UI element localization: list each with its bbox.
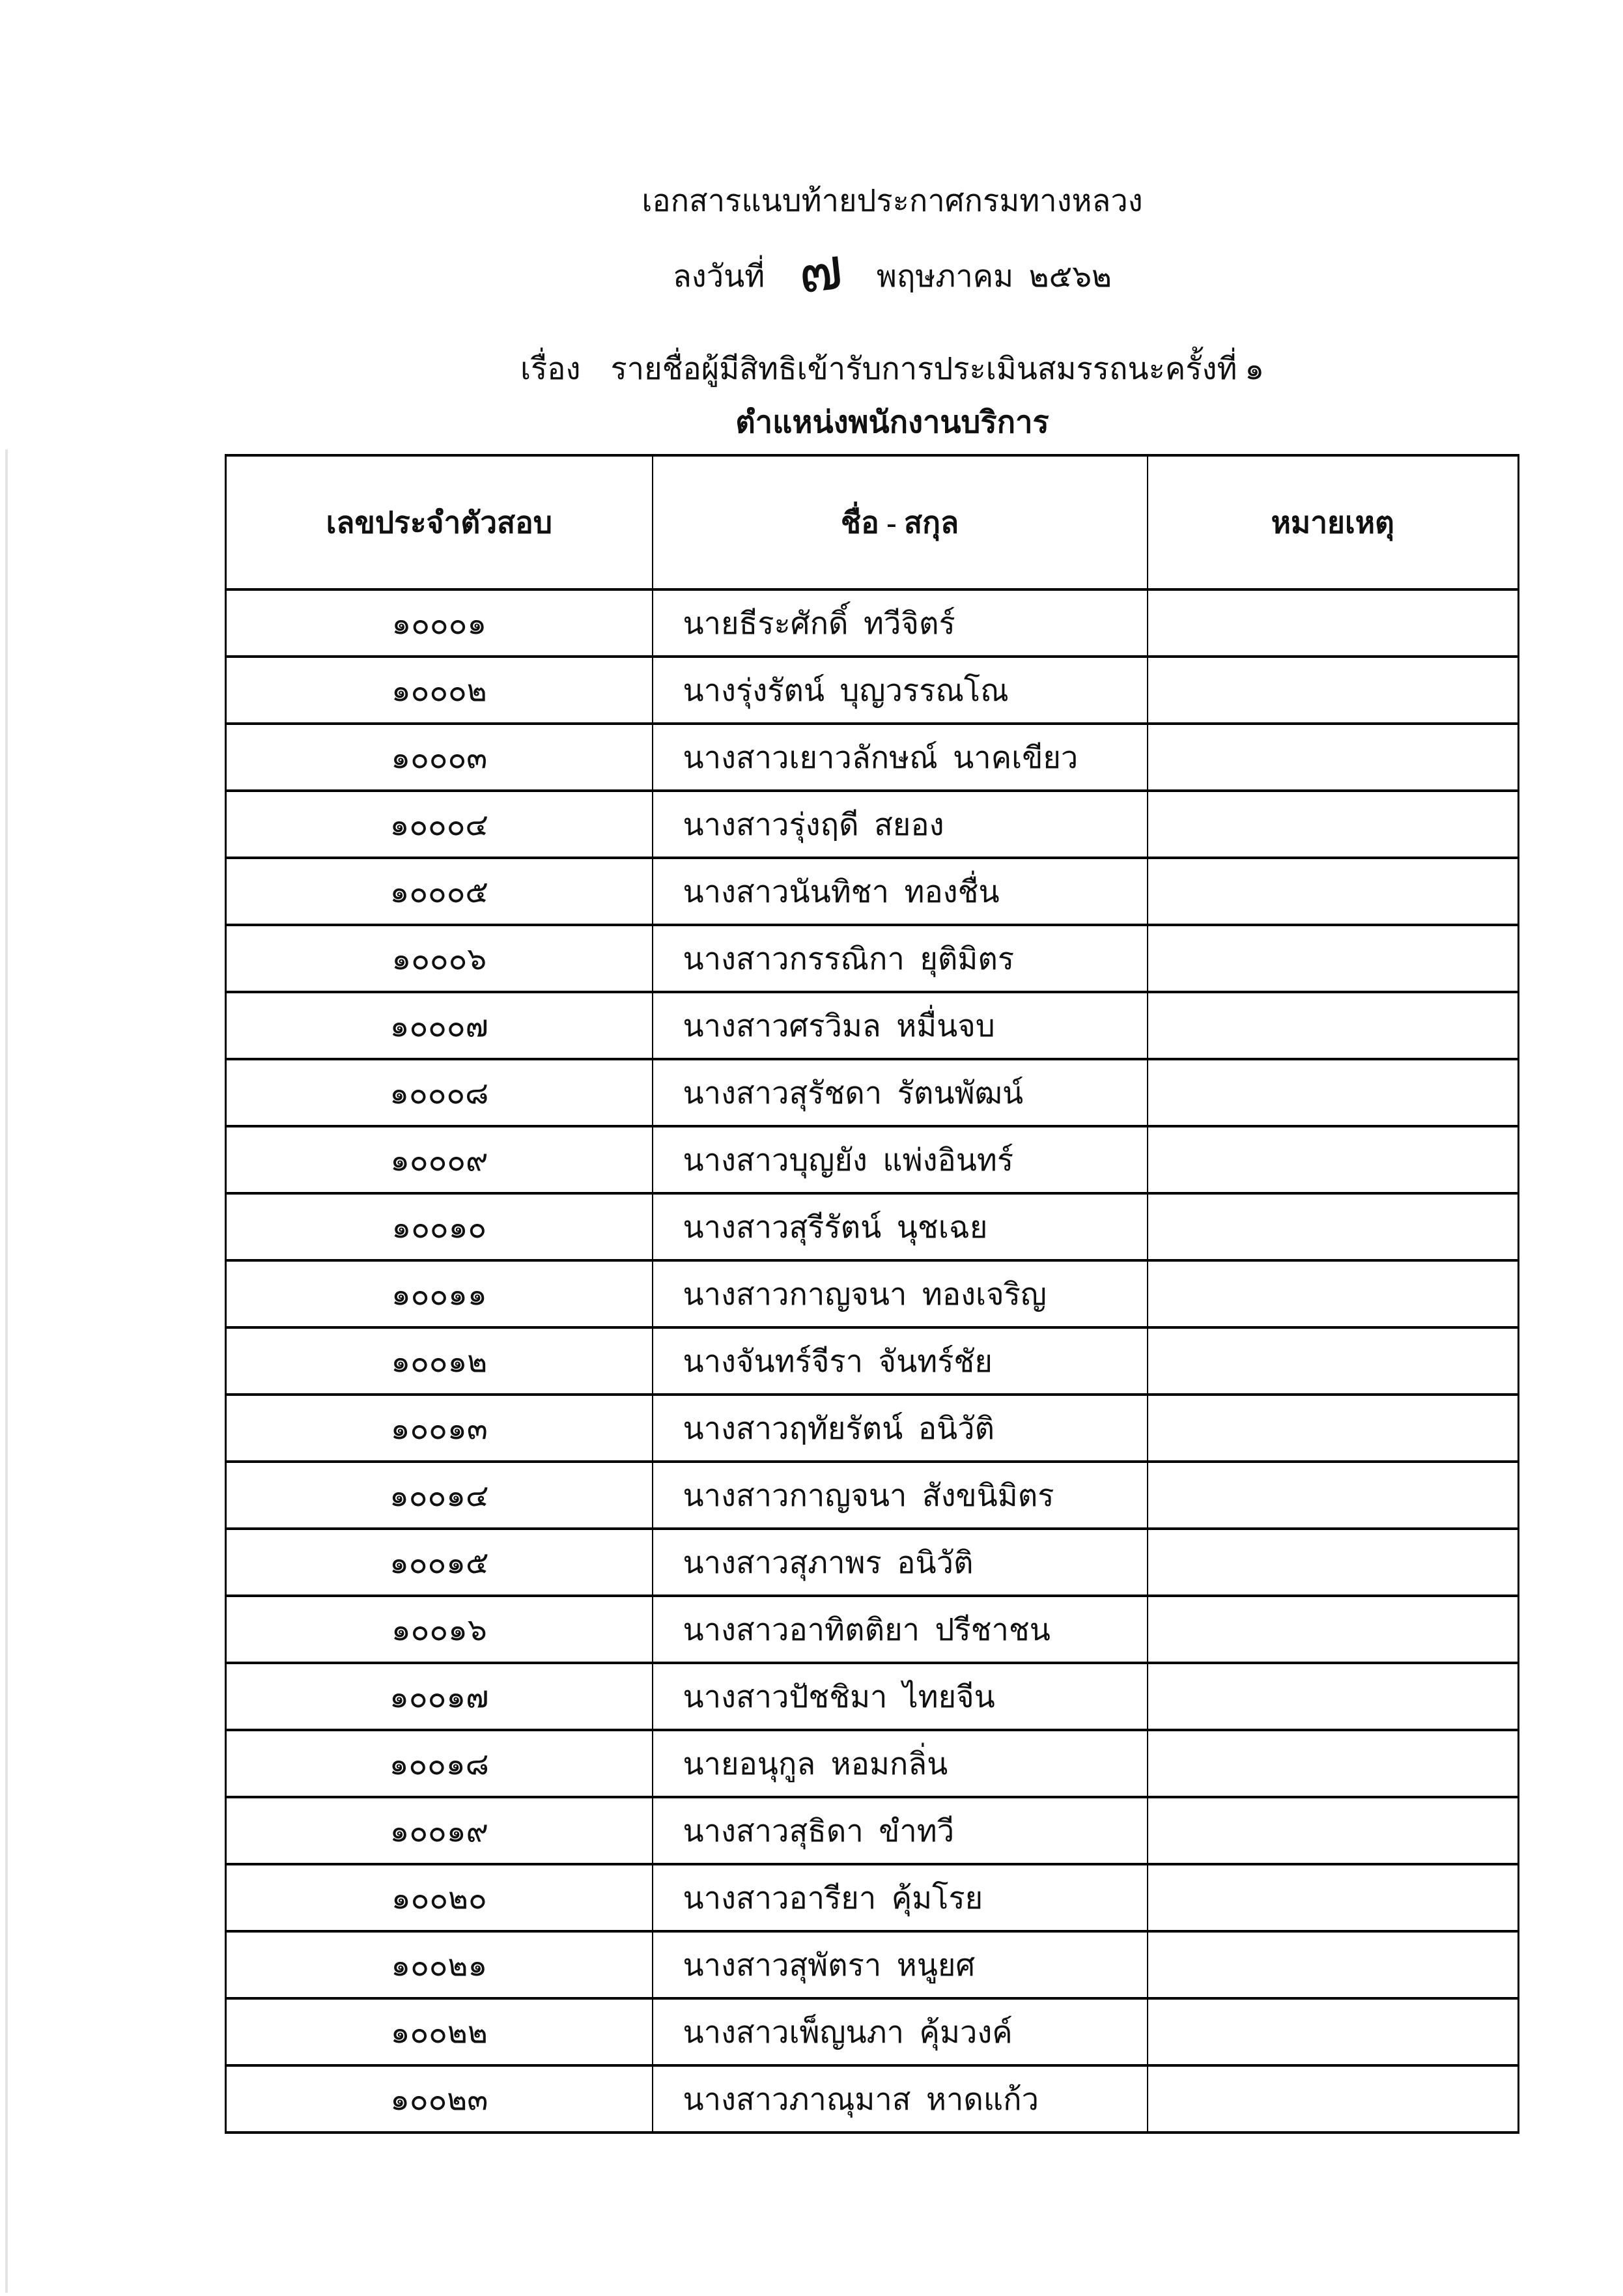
cell-exam-id: ๑๐๐๑๖ [226,1596,653,1663]
cell-note [1148,925,1519,992]
table-body [226,589,1519,2133]
cell-name: นางสาวสุรัชดา รัตนพัฒน์ [653,1059,1148,1126]
cell-note [1148,1126,1519,1193]
cell-name: นางสาวปัชชิมา ไทยจีน [653,1663,1148,1730]
table-row [226,1864,1519,1931]
cell-note [1148,657,1519,724]
cell-note [1148,1596,1519,1663]
cell-exam-id: ๑๐๐๑๘ [226,1730,653,1797]
table-row [226,791,1519,858]
cell-name: นายอนุกูล หอมกลิ่น [653,1730,1148,1797]
candidates-table [225,454,1519,2134]
cell-note [1148,1663,1519,1730]
cell-name: นางสาวฤทัยรัตน์ อนิวัติ [653,1395,1148,1462]
cell-note [1148,1193,1519,1260]
cell-exam-id: ๑๐๐๑๑ [226,1260,653,1327]
table-row [226,1059,1519,1126]
cell-name: นางสาวนันทิชา ทองชื่น [653,858,1148,925]
cell-note [1148,1931,1519,1998]
cell-exam-id: ๑๐๐๒๑ [226,1931,653,1998]
column-header-exam-id: เลขประจำตัวสอบ [226,455,653,589]
cell-note [1148,589,1519,657]
cell-note [1148,724,1519,791]
cell-name: นางจันทร์จีรา จันทร์ชัย [653,1327,1148,1395]
date-month-year: พฤษภาคม ๒๕๖๒ [876,260,1112,294]
cell-exam-id: ๑๐๐๒๒ [226,1998,653,2065]
cell-name: นางสาวเพ็ญนภา คุ้มวงค์ [653,1998,1148,2065]
cell-exam-id: ๑๐๐๐๖ [226,925,653,992]
cell-note [1148,1059,1519,1126]
cell-name: นางสาวอารียา คุ้มโรย [653,1864,1148,1931]
table-row [226,1663,1519,1730]
subject-label: เรื่อง [520,352,581,386]
table-row [226,1193,1519,1260]
cell-exam-id: ๑๐๐๑๗ [226,1663,653,1730]
cell-note [1148,1395,1519,1462]
table-row [226,1797,1519,1864]
position-line: ตำแหน่งพนักงานบริการ [735,406,1049,440]
cell-name: นางรุ่งรัตน์ บุญวรรณโณ [653,657,1148,724]
cell-exam-id: ๑๐๐๑๒ [226,1327,653,1395]
table-row [226,992,1519,1059]
cell-note [1148,1797,1519,1864]
cell-exam-id: ๑๐๐๑๐ [226,1193,653,1260]
cell-name: นางสาวกรรณิกา ยุติมิตร [653,925,1148,992]
date-line [0,236,1623,306]
handwritten-day-numeral: ๗ [795,236,846,306]
cell-exam-id: ๑๐๐๐๗ [226,992,653,1059]
table-row [226,1529,1519,1596]
cell-note [1148,1730,1519,1797]
cell-name: นางสาวอาทิตติยา ปรีชาชน [653,1596,1148,1663]
table-row [226,724,1519,791]
table-header-row [226,455,1519,589]
table-row [226,1730,1519,1797]
cell-exam-id: ๑๐๐๑๓ [226,1395,653,1462]
table-row [226,1998,1519,2065]
cell-note [1148,992,1519,1059]
cell-name: นางสาวศรวิมล หมื่นจบ [653,992,1148,1059]
table-row [226,589,1519,657]
table-row [226,1126,1519,1193]
column-header-note: หมายเหตุ [1148,455,1519,589]
table-row [226,657,1519,724]
cell-note [1148,1998,1519,2065]
cell-name: นายธีระศักดิ์ ทวีจิตร์ [653,589,1148,657]
table-row [226,858,1519,925]
table-row [226,1327,1519,1395]
cell-name: นางสาวกาญจนา สังขนิมิตร [653,1462,1148,1529]
table-row [226,1395,1519,1462]
cell-name: นางสาวสุพัตรา หนูยศ [653,1931,1148,1998]
cell-exam-id: ๑๐๐๑๙ [226,1797,653,1864]
cell-note [1148,791,1519,858]
cell-note [1148,1260,1519,1327]
table-row [226,1931,1519,1998]
cell-name: นางสาวกาญจนา ทองเจริญ [653,1260,1148,1327]
cell-note [1148,1462,1519,1529]
cell-exam-id: ๑๐๐๒๐ [226,1864,653,1931]
cell-exam-id: ๑๐๐๑๔ [226,1462,653,1529]
cell-exam-id: ๑๐๐๐๙ [226,1126,653,1193]
cell-name: นางสาวสุธิดา ขำทวี [653,1797,1148,1864]
scan-artifact-line [5,449,8,2293]
cell-exam-id: ๑๐๐๐๑ [226,589,653,657]
date-prefix: ลงวันที่ [672,260,765,294]
cell-name: นางสาวสุภาพร อนิวัติ [653,1529,1148,1596]
cell-name: นางสาวเยาวลักษณ์ นาคเขียว [653,724,1148,791]
cell-note [1148,858,1519,925]
column-header-name: ชื่อ - สกุล [653,455,1148,589]
table-row [226,925,1519,992]
document-title: เอกสารแนบท้ายประกาศกรมทางหลวง [642,184,1143,218]
cell-exam-id: ๑๐๐๐๘ [226,1059,653,1126]
cell-name: นางสาวบุญยัง แพ่งอินทร์ [653,1126,1148,1193]
cell-exam-id: ๑๐๐๑๕ [226,1529,653,1596]
cell-note [1148,1864,1519,1931]
cell-note [1148,1529,1519,1596]
cell-name: นางสาวสุรีรัตน์ นุชเฉย [653,1193,1148,1260]
cell-exam-id: ๑๐๐๐๓ [226,724,653,791]
subject-text: รายชื่อผู้มีสิทธิเข้ารับการประเมินสมรรถนะครั้งที่ ๑ [610,352,1265,386]
cell-exam-id: ๑๐๐๒๓ [226,2065,653,2133]
cell-exam-id: ๑๐๐๐๕ [226,858,653,925]
table-row [226,1260,1519,1327]
cell-name: นางสาวรุ่งฤดี สยอง [653,791,1148,858]
cell-note [1148,2065,1519,2133]
cell-note [1148,1327,1519,1395]
table-row [226,2065,1519,2133]
table-row [226,1596,1519,1663]
cell-exam-id: ๑๐๐๐๔ [226,791,653,858]
cell-name: นางสาวภาณุมาส หาดแก้ว [653,2065,1148,2133]
cell-exam-id: ๑๐๐๐๒ [226,657,653,724]
table-row [226,1462,1519,1529]
subject-line [0,352,1623,387]
